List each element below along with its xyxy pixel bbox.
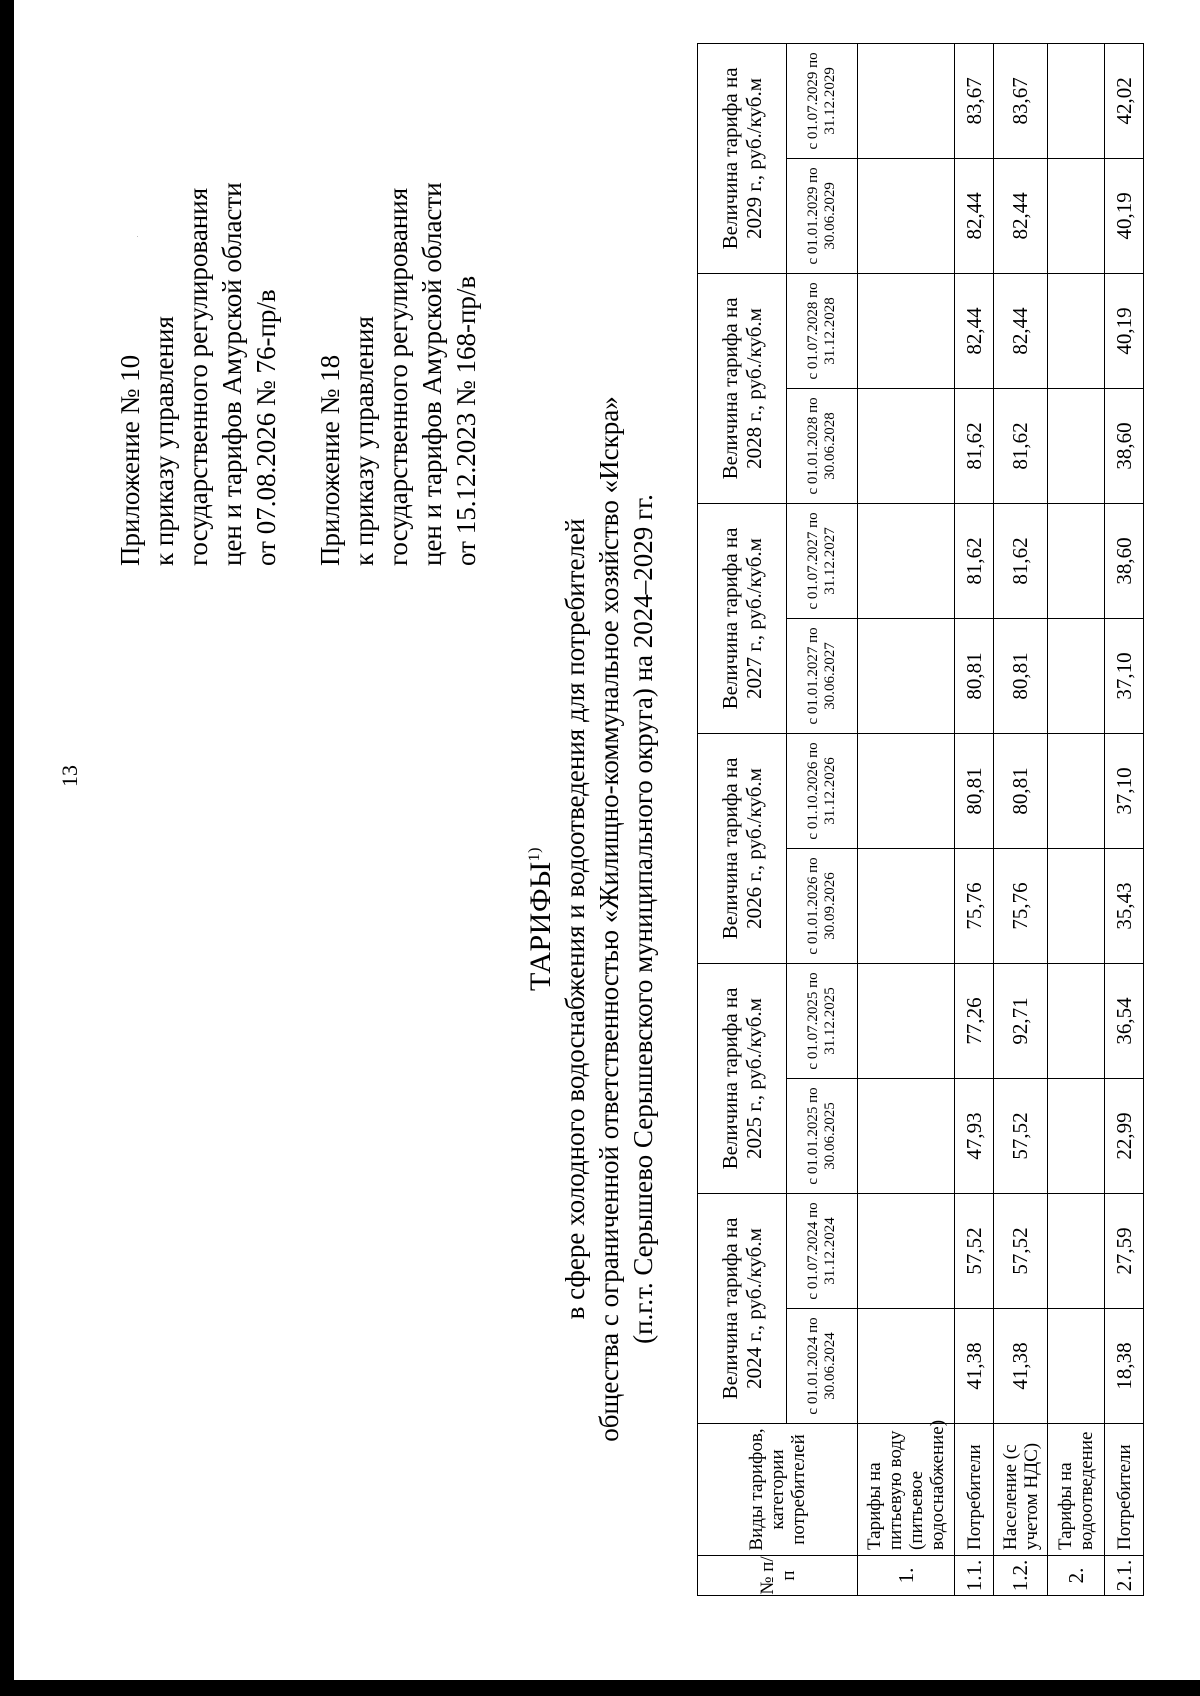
tariff-cell [1048, 1193, 1105, 1308]
tariff-cell: 57,52 [955, 1193, 994, 1308]
tariff-cell [858, 1193, 955, 1308]
annex-current-line: государственного регулирования [183, 187, 213, 566]
tariff-cell: 37,10 [1105, 733, 1144, 848]
title-line-2: общества с ограниченной ответственностью «Жилищно-коммунальное хозяйство «Искра» [594, 396, 624, 1442]
header-period: с 01.01.2026 по 30.09.2026 [787, 848, 858, 963]
header-year: Величина тарифа на 2029 г., руб./куб.м [698, 43, 787, 273]
tariff-cell: 80,81 [955, 733, 994, 848]
tariff-cell: 37,10 [1105, 618, 1144, 733]
header-period: с 01.01.2024 по 30.06.2024 [787, 1309, 858, 1424]
document-title [518, 319, 660, 1519]
annex-current-line: к приказу управления [149, 316, 179, 566]
tariff-cell: 47,93 [955, 1078, 994, 1193]
header-period: с 01.07.2029 по 31.12.2029 [787, 43, 858, 158]
row-number: 2. [1048, 1556, 1105, 1596]
tariff-cell: 18,38 [1105, 1309, 1144, 1424]
tariff-cell: 75,76 [955, 848, 994, 963]
tariff-cell [1048, 963, 1105, 1078]
row-name: Потребители [955, 1424, 994, 1556]
tariff-cell: 92,71 [994, 963, 1048, 1078]
header-period: с 01.07.2028 по 31.12.2028 [787, 273, 858, 388]
tariff-cell: 40,19 [1105, 158, 1144, 273]
tariff-cell [1048, 618, 1105, 733]
annex-current-line: Приложение № 10 [115, 354, 145, 566]
annex-original-line: от 15.12.2023 № 168-пр/в [451, 275, 481, 566]
tariff-cell [1048, 158, 1105, 273]
header-year: Величина тарифа на 2025 г., руб./куб.м [698, 963, 787, 1193]
header-year: Величина тарифа на 2024 г., руб./куб.м [698, 1193, 787, 1423]
tariff-cell: 82,44 [955, 273, 994, 388]
annex-original-line: к приказу управления [349, 316, 379, 566]
tariff-cell: 81,62 [994, 503, 1048, 618]
annex-original-line: государственного регулирования [383, 187, 413, 566]
tariff-cell [1048, 1309, 1105, 1424]
tariff-cell: 81,62 [955, 388, 994, 503]
page-number: 13 [57, 765, 82, 787]
tariff-cell: 75,76 [994, 848, 1048, 963]
row-name: Потребители [1105, 1424, 1144, 1556]
header-period: с 01.07.2027 по 31.12.2027 [787, 503, 858, 618]
row-name: Тарифы на питьевую воду (питьевое водоснабжение) [858, 1424, 955, 1556]
header-period: с 01.07.2024 по 31.12.2024 [787, 1193, 858, 1308]
tariff-cell [1048, 1078, 1105, 1193]
title-footnote-mark: 1) [526, 846, 543, 862]
header-year: Величина тарифа на 2027 г., руб./куб.м [698, 503, 787, 733]
annex-current [113, 182, 283, 566]
header-period: с 01.01.2025 по 30.06.2025 [787, 1078, 858, 1193]
header-number: № п/п [698, 1556, 858, 1596]
annex-original [313, 182, 483, 566]
tariff-cell: 80,81 [955, 618, 994, 733]
tariff-cell [858, 43, 955, 158]
tariff-cell [1048, 848, 1105, 963]
annex-current-line: цен и тарифов Амурской области [217, 182, 247, 566]
row-name: Население (с учетом НДС) [994, 1424, 1048, 1556]
header-year: Величина тарифа на 2026 г., руб./куб.м [698, 733, 787, 963]
tariff-cell: 36,54 [1105, 963, 1144, 1078]
header-year: Величина тарифа на 2028 г., руб./куб.м [698, 273, 787, 503]
tariff-cell [858, 733, 955, 848]
table-row [955, 43, 994, 1595]
table-row [1048, 43, 1105, 1595]
tariff-cell: 83,67 [994, 43, 1048, 158]
tariff-cell: 38,60 [1105, 388, 1144, 503]
tariff-cell [858, 963, 955, 1078]
row-number: 1.1. [955, 1556, 994, 1596]
tariff-table [697, 43, 1144, 1596]
tariff-cell: 82,44 [955, 158, 994, 273]
tariff-cell [1048, 503, 1105, 618]
tariff-cell: 27,59 [1105, 1193, 1144, 1308]
header-period: с 01.10.2026 по 31.12.2026 [787, 733, 858, 848]
tariff-cell: 42,02 [1105, 43, 1144, 158]
tariff-cell: 82,44 [994, 158, 1048, 273]
table-row [1105, 43, 1144, 1595]
tariff-cell [858, 1078, 955, 1193]
title-line-3: (п.г.т. Серышево Серышевского муниципального округа) на 2024–2029 гг. [628, 494, 658, 1344]
tariff-cell: 57,52 [994, 1193, 1048, 1308]
header-period: с 01.01.2029 по 30.06.2029 [787, 158, 858, 273]
table-row [994, 43, 1048, 1595]
tariff-cell: 38,60 [1105, 503, 1144, 618]
row-name: Тарифы на водоотведение [1048, 1424, 1105, 1556]
tariff-cell [858, 388, 955, 503]
tariff-cell [858, 1309, 955, 1424]
tariff-cell [1048, 733, 1105, 848]
annex-original-line: цен и тарифов Амурской области [417, 182, 447, 566]
row-number: 1.2. [994, 1556, 1048, 1596]
header-period: с 01.01.2027 по 30.06.2027 [787, 618, 858, 733]
tariff-cell: 22,99 [1105, 1078, 1144, 1193]
tariff-cell: 83,67 [955, 43, 994, 158]
tariff-cell: 41,38 [994, 1309, 1048, 1424]
title-line-1: в сфере холодного водоснабжения и водоотведения для потребителей [560, 518, 590, 1320]
header-period: с 01.01.2028 по 30.06.2028 [787, 388, 858, 503]
tariff-cell [858, 618, 955, 733]
tariff-cell: 82,44 [994, 273, 1048, 388]
tariff-cell [1048, 43, 1105, 158]
tariff-cell [858, 848, 955, 963]
row-number: 1. [858, 1556, 955, 1596]
tariff-cell [1048, 273, 1105, 388]
annex-original-line: Приложение № 18 [315, 354, 345, 566]
annex-current-line: от 07.08.2026 № 76-пр/в [251, 289, 281, 566]
tariff-cell: 80,81 [994, 618, 1048, 733]
header-period: с 01.07.2025 по 31.12.2025 [787, 963, 858, 1078]
tariff-cell [1048, 388, 1105, 503]
tariff-cell: 40,19 [1105, 273, 1144, 388]
tariff-cell: 57,52 [994, 1078, 1048, 1193]
table-row [858, 43, 955, 1595]
tariff-cell: 80,81 [994, 733, 1048, 848]
tariff-cell: 35,43 [1105, 848, 1144, 963]
tariff-cell [858, 158, 955, 273]
tariff-cell [858, 273, 955, 388]
title-main: ТАРИФЫ [524, 861, 557, 992]
header-tariff-type: Виды тарифов, категории потребителей [698, 1424, 858, 1556]
row-number: 2.1. [1105, 1556, 1144, 1596]
tariff-cell: 41,38 [955, 1309, 994, 1424]
tariff-cell [858, 503, 955, 618]
tariff-cell: 81,62 [955, 503, 994, 618]
tariff-cell: 77,26 [955, 963, 994, 1078]
tariff-cell: 81,62 [994, 388, 1048, 503]
